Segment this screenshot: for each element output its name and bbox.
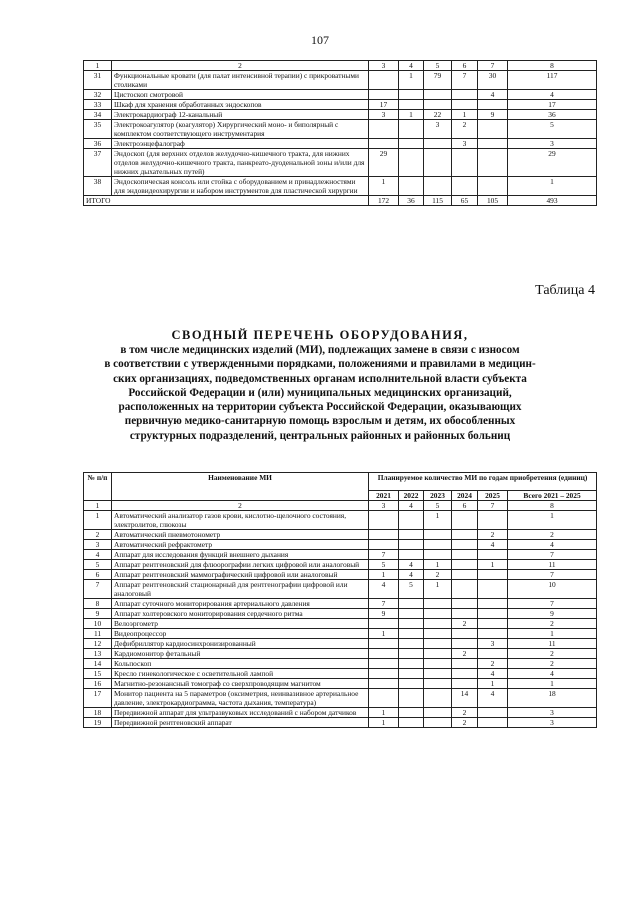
year-cell <box>424 609 452 619</box>
year-cell <box>452 659 478 669</box>
total-year-cell: 105 <box>478 196 508 206</box>
total-cell: 7 <box>508 570 597 580</box>
year-cell <box>399 679 424 689</box>
year-cell: 79 <box>424 71 452 90</box>
row-number: 16 <box>84 679 112 689</box>
table-row <box>84 139 597 149</box>
year-cell <box>478 649 508 659</box>
year-cell: 2 <box>478 659 508 669</box>
column-number: 8 <box>508 61 597 71</box>
total-cell: 3 <box>508 139 597 149</box>
year-cell: 1 <box>424 580 452 599</box>
year-cell <box>478 120 508 139</box>
year-cell: 9 <box>478 110 508 120</box>
year-cell <box>399 550 424 560</box>
year-cell <box>452 511 478 530</box>
item-name: Монитор пациента на 5 параметров (оксиметрия, неинвазивное артериальное давление, электрокардиограмма, частота дыхания, температура) <box>112 689 369 708</box>
table-row <box>84 639 597 649</box>
item-name: Передвижной рентгеновский аппарат <box>112 718 369 728</box>
year-cell <box>452 100 478 110</box>
table-row <box>84 708 597 718</box>
year-cell <box>424 708 452 718</box>
year-cell <box>369 639 399 649</box>
header-year: 2023 <box>424 491 452 501</box>
total-cell: 2 <box>508 619 597 629</box>
year-cell <box>452 599 478 609</box>
item-name: Шкаф для хранения обработанных эндоскопов <box>112 100 369 110</box>
year-cell <box>452 560 478 570</box>
year-cell <box>478 139 508 149</box>
year-cell <box>369 511 399 530</box>
row-number: 18 <box>84 708 112 718</box>
heading-line: Российской Федерации и (или) муниципальных медицинских организаций, <box>128 386 512 399</box>
year-cell <box>399 511 424 530</box>
total-cell: 29 <box>508 149 597 177</box>
year-cell: 17 <box>369 100 399 110</box>
year-cell: 30 <box>478 71 508 90</box>
table-row <box>84 540 597 550</box>
page-number: 107 <box>311 33 329 47</box>
row-number: 33 <box>84 100 112 110</box>
year-cell <box>399 530 424 540</box>
year-cell <box>424 100 452 110</box>
year-cell <box>452 530 478 540</box>
year-cell: 4 <box>399 560 424 570</box>
table-row <box>84 71 597 90</box>
row-number: 5 <box>84 560 112 570</box>
column-number: 3 <box>369 61 399 71</box>
year-cell <box>399 90 424 100</box>
item-name: Аппарат суточного мониторирования артериального давления <box>112 599 369 609</box>
table-row <box>84 110 597 120</box>
table-row <box>84 530 597 540</box>
year-cell: 29 <box>369 149 399 177</box>
year-cell: 4 <box>478 669 508 679</box>
year-cell <box>478 550 508 560</box>
header-name: Наименование МИ <box>112 473 369 501</box>
total-cell: 9 <box>508 609 597 619</box>
total-year-cell: 36 <box>399 196 424 206</box>
year-cell <box>424 649 452 659</box>
table-row <box>84 177 597 196</box>
year-cell: 3 <box>369 110 399 120</box>
column-number: 2 <box>112 501 369 511</box>
item-name: Автоматический пневмотонометр <box>112 530 369 540</box>
heading-line: первичную медико-санитарную помощь взрослым и детям, их обособленных <box>124 415 516 428</box>
year-cell <box>424 177 452 196</box>
year-cell <box>452 550 478 560</box>
total-cell: 117 <box>508 71 597 90</box>
year-cell: 2 <box>424 570 452 580</box>
column-number-row <box>84 61 597 71</box>
year-cell: 2 <box>452 708 478 718</box>
year-cell <box>424 639 452 649</box>
year-cell: 14 <box>452 689 478 708</box>
table-row <box>84 100 597 110</box>
year-cell: 7 <box>369 550 399 560</box>
column-number: 6 <box>452 501 478 511</box>
year-cell: 3 <box>424 120 452 139</box>
column-number: 5 <box>424 501 452 511</box>
item-name: Эндоскоп (для верхних отделов желудочно-кишечного тракта, для нижних отделов желудочно-кишечного тракта, панкреато-дуоденальной зоны и/или для нижних дыхательных путей) <box>112 149 369 177</box>
year-cell: 4 <box>478 689 508 708</box>
header-year: 2024 <box>452 491 478 501</box>
item-name: Аппарат рентгеновский стационарный для рентгенографии цифровой или аналоговый <box>112 580 369 599</box>
row-number: 19 <box>84 718 112 728</box>
item-name: Передвижной аппарат для ультразвуковых исследований с набором датчиков <box>112 708 369 718</box>
table-row <box>84 619 597 629</box>
column-number: 7 <box>478 61 508 71</box>
year-cell <box>452 149 478 177</box>
total-cell: 18 <box>508 689 597 708</box>
total-cell: 1 <box>508 679 597 689</box>
column-number: 1 <box>84 501 112 511</box>
item-name: Кардиомонитор фетальный <box>112 649 369 659</box>
year-cell: 1 <box>478 679 508 689</box>
item-name: Функциональные кровати (для палат интенсивной терапии) с прикроватными столиками <box>112 71 369 90</box>
year-cell: 1 <box>399 71 424 90</box>
year-cell: 1 <box>424 560 452 570</box>
year-cell <box>478 177 508 196</box>
table-row <box>84 550 597 560</box>
year-cell <box>369 120 399 139</box>
year-cell <box>399 609 424 619</box>
item-name: Велоэргометр <box>112 619 369 629</box>
year-cell <box>399 669 424 679</box>
header-number: № п/п <box>84 473 112 501</box>
heading-line: структурных подразделений, центральных районных и районных больниц <box>129 429 511 442</box>
total-cell: 17 <box>508 100 597 110</box>
column-number: 1 <box>84 61 112 71</box>
year-cell <box>452 90 478 100</box>
year-cell: 7 <box>369 599 399 609</box>
row-number: 2 <box>84 530 112 540</box>
year-cell <box>369 669 399 679</box>
table-row <box>84 120 597 139</box>
table-row <box>84 679 597 689</box>
year-cell <box>452 570 478 580</box>
year-cell <box>424 149 452 177</box>
row-number: 6 <box>84 570 112 580</box>
header-year: 2021 <box>369 491 399 501</box>
total-cell: 4 <box>508 90 597 100</box>
item-name: Дефибриллятор кардиосинхронизированный <box>112 639 369 649</box>
total-cell: 10 <box>508 580 597 599</box>
item-name: Эндоскопическая консоль или стойка с оборудованием и принадлежностями для эндовидеохирургии и набором инструментов для пластической хирургии <box>112 177 369 196</box>
year-cell <box>424 530 452 540</box>
column-number: 2 <box>112 61 369 71</box>
year-cell <box>399 708 424 718</box>
year-cell: 4 <box>478 90 508 100</box>
table-row <box>84 90 597 100</box>
equipment-replacement-table <box>83 472 597 728</box>
total-cell: 7 <box>508 550 597 560</box>
row-number: 36 <box>84 139 112 149</box>
row-number: 14 <box>84 659 112 669</box>
item-name: Видеопроцессор <box>112 629 369 639</box>
row-number: 12 <box>84 639 112 649</box>
item-name: Магнитно-резонансный томограф со сверхпроводящим магнитом <box>112 679 369 689</box>
total-cell: 11 <box>508 639 597 649</box>
year-cell <box>369 659 399 669</box>
row-number: 11 <box>84 629 112 639</box>
total-year-cell: 172 <box>369 196 399 206</box>
year-cell <box>478 149 508 177</box>
row-number: 10 <box>84 619 112 629</box>
year-cell: 1 <box>369 718 399 728</box>
year-cell <box>478 718 508 728</box>
total-cell: 3 <box>508 718 597 728</box>
year-cell: 4 <box>399 570 424 580</box>
year-cell <box>369 71 399 90</box>
table-row <box>84 689 597 708</box>
table-row <box>84 609 597 619</box>
heading-line: в том числе медицинских изделий (МИ), подлежащих замене в связи с износом <box>120 344 520 356</box>
summary-heading <box>60 327 580 443</box>
item-name: Кольпоскоп <box>112 659 369 669</box>
year-cell: 7 <box>452 71 478 90</box>
total-cell: 2 <box>508 649 597 659</box>
year-cell <box>399 649 424 659</box>
year-cell <box>478 609 508 619</box>
item-name: Электроэнцефалограф <box>112 139 369 149</box>
year-cell <box>369 679 399 689</box>
column-number: 4 <box>399 501 424 511</box>
year-cell <box>399 629 424 639</box>
row-number: 1 <box>84 511 112 530</box>
year-cell: 1 <box>478 560 508 570</box>
year-cell <box>424 659 452 669</box>
header-year: Всего 2021 – 2025 <box>508 491 597 501</box>
row-number: 8 <box>84 599 112 609</box>
year-cell <box>369 90 399 100</box>
total-cell: 36 <box>508 110 597 120</box>
item-name: Электрокардиограф 12-канальный <box>112 110 369 120</box>
row-number: 38 <box>84 177 112 196</box>
table-row <box>84 599 597 609</box>
year-cell <box>452 679 478 689</box>
grand-total-cell: 493 <box>508 196 597 206</box>
year-cell <box>478 599 508 609</box>
total-cell: 11 <box>508 560 597 570</box>
year-cell <box>399 599 424 609</box>
year-cell <box>478 100 508 110</box>
year-cell <box>399 139 424 149</box>
row-number: 15 <box>84 669 112 679</box>
table-row <box>84 718 597 728</box>
year-cell: 2 <box>452 718 478 728</box>
year-cell <box>478 619 508 629</box>
year-cell <box>452 669 478 679</box>
table-row <box>84 649 597 659</box>
year-cell: 4 <box>478 540 508 550</box>
year-cell <box>399 120 424 139</box>
row-number: 9 <box>84 609 112 619</box>
year-cell <box>424 689 452 708</box>
row-number: 3 <box>84 540 112 550</box>
year-cell: 3 <box>452 139 478 149</box>
total-cell: 2 <box>508 659 597 669</box>
row-number: 34 <box>84 110 112 120</box>
item-name: Аппарат рентгеновский маммографический цифровой или аналоговый <box>112 570 369 580</box>
year-cell: 5 <box>369 560 399 570</box>
row-number: 31 <box>84 71 112 90</box>
total-row <box>84 196 597 206</box>
year-cell <box>369 530 399 540</box>
table-row <box>84 629 597 639</box>
column-number: 6 <box>452 61 478 71</box>
year-cell: 2 <box>452 120 478 139</box>
year-cell <box>452 580 478 599</box>
year-cell <box>478 570 508 580</box>
heading-line: ских организациях, подведомственных органам исполнительной власти субъекта <box>113 372 527 385</box>
total-cell: 5 <box>508 120 597 139</box>
year-cell: 1 <box>424 511 452 530</box>
row-number: 35 <box>84 120 112 139</box>
row-number: 13 <box>84 649 112 659</box>
row-number: 4 <box>84 550 112 560</box>
row-number: 17 <box>84 689 112 708</box>
equipment-table-continued <box>83 60 597 206</box>
header-row <box>84 473 597 491</box>
heading-line: расположенных на территории субъекта Российской Федерации, оказывающих <box>118 401 522 414</box>
year-cell <box>452 609 478 619</box>
year-cell: 1 <box>369 708 399 718</box>
total-year-cell: 115 <box>424 196 452 206</box>
year-cell <box>399 149 424 177</box>
item-name: Электрокоагулятор (коагулятор) Хирургический моно- и биполярный с комплектом соответствующего инструментария <box>112 120 369 139</box>
year-cell <box>478 708 508 718</box>
year-cell <box>452 629 478 639</box>
total-cell: 1 <box>508 629 597 639</box>
year-cell <box>399 619 424 629</box>
year-cell <box>424 540 452 550</box>
table-row <box>84 659 597 669</box>
year-cell <box>478 629 508 639</box>
year-cell <box>452 177 478 196</box>
item-name: Аппарат рентгеновский для флюорографии легких цифровой или аналоговый <box>112 560 369 570</box>
column-number: 4 <box>399 61 424 71</box>
header-year: 2022 <box>399 491 424 501</box>
total-cell: 1 <box>508 177 597 196</box>
item-name: Аппарат холтеровского мониторирования сердечного ритма <box>112 609 369 619</box>
year-cell <box>424 90 452 100</box>
year-cell: 2 <box>452 619 478 629</box>
year-cell <box>478 511 508 530</box>
year-cell <box>399 639 424 649</box>
table-row <box>84 149 597 177</box>
total-year-cell: 65 <box>452 196 478 206</box>
row-number: 37 <box>84 149 112 177</box>
year-cell: 5 <box>399 580 424 599</box>
year-cell: 3 <box>478 639 508 649</box>
year-cell <box>369 540 399 550</box>
item-name: Автоматический рефрактометр <box>112 540 369 550</box>
year-cell: 1 <box>369 570 399 580</box>
year-cell: 4 <box>369 580 399 599</box>
table-row <box>84 560 597 570</box>
year-cell <box>424 619 452 629</box>
year-cell: 2 <box>452 649 478 659</box>
item-name: Кресло гинекологическое с осветительной лампой <box>112 669 369 679</box>
year-cell: 2 <box>478 530 508 540</box>
heading-line: в соответствии с утвержденными порядками, положениями и правилами в медицин- <box>104 358 536 371</box>
year-cell <box>369 689 399 708</box>
year-cell <box>369 649 399 659</box>
total-cell: 2 <box>508 530 597 540</box>
year-cell <box>452 540 478 550</box>
table-row <box>84 669 597 679</box>
item-name: Цистоскоп смотровой <box>112 90 369 100</box>
total-cell: 1 <box>508 511 597 530</box>
year-cell <box>452 639 478 649</box>
year-cell: 9 <box>369 609 399 619</box>
year-cell <box>424 679 452 689</box>
year-cell <box>369 619 399 629</box>
year-cell <box>399 718 424 728</box>
total-cell: 4 <box>508 669 597 679</box>
column-number: 7 <box>478 501 508 511</box>
year-cell: 1 <box>369 177 399 196</box>
item-name: Аппарат для исследования функций внешнего дыхания <box>112 550 369 560</box>
column-number-row <box>84 501 597 511</box>
year-cell <box>424 669 452 679</box>
year-cell <box>399 540 424 550</box>
year-cell: 1 <box>369 629 399 639</box>
row-number: 7 <box>84 580 112 599</box>
header-planned: Планируемое количество МИ по годам приобретения (единиц) <box>369 473 597 491</box>
row-number: 32 <box>84 90 112 100</box>
item-name: Автоматический анализатор газов крови, кислотно-щелочного состояния, электролитов, глюкозы <box>112 511 369 530</box>
year-cell <box>399 659 424 669</box>
year-cell <box>399 689 424 708</box>
year-cell: 1 <box>399 110 424 120</box>
table-row <box>84 580 597 599</box>
header-year: 2025 <box>478 491 508 501</box>
year-cell <box>424 550 452 560</box>
year-cell <box>478 580 508 599</box>
year-cell <box>369 139 399 149</box>
total-label: ИТОГО <box>84 196 369 206</box>
year-cell <box>424 139 452 149</box>
year-cell <box>424 718 452 728</box>
year-cell <box>399 177 424 196</box>
total-cell: 3 <box>508 708 597 718</box>
heading-title: СВОДНЫЙ ПЕРЕЧЕНЬ ОБОРУДОВАНИЯ, <box>171 328 469 342</box>
total-cell: 4 <box>508 540 597 550</box>
year-cell: 22 <box>424 110 452 120</box>
column-number: 5 <box>424 61 452 71</box>
column-number: 3 <box>369 501 399 511</box>
table-row <box>84 570 597 580</box>
total-cell: 7 <box>508 599 597 609</box>
year-cell <box>424 629 452 639</box>
year-cell <box>424 599 452 609</box>
year-cell <box>399 100 424 110</box>
table-label: Таблица 4 <box>535 283 595 298</box>
column-number: 8 <box>508 501 597 511</box>
year-cell: 1 <box>452 110 478 120</box>
table-row <box>84 511 597 530</box>
